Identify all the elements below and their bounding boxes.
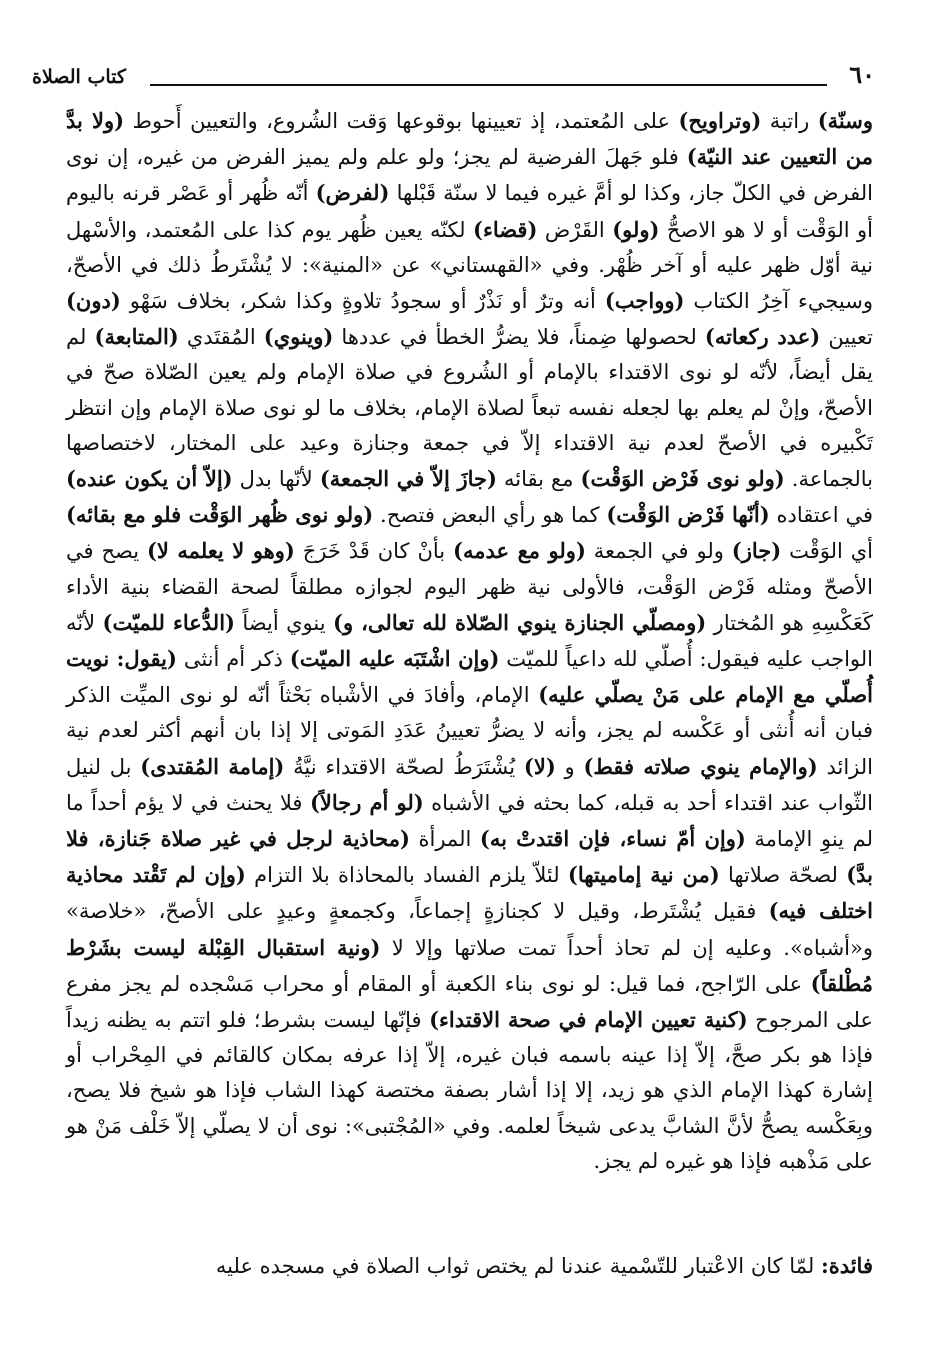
matn-phrase: (أنّها فَرْض الوَقْت) xyxy=(606,502,770,528)
header-rule xyxy=(150,84,827,86)
matn-phrase: (وإن لم تَقْتد محاذية اختلف فيه) xyxy=(66,862,873,924)
matn-phrase: (لا) xyxy=(523,753,556,779)
commentary-text: الإمام، وأفادَ في الأشْباه بَحْثاً أنّه لو نوى الميِّت الذكر فبان أنه أُنثى أو عَكْسه لم يجز، وأنه لا يضرُّ تعيينُ عَدَدِ المَوتى إلا إذا بان أنهم أكثر لعدم نية الزائد xyxy=(66,683,873,779)
matn-phrase: (وواجب) xyxy=(604,288,685,314)
main-text xyxy=(66,103,873,1179)
matn-phrase: (يقول: نويت أُصلّي مع الإمام على مَنْ يصلّي عليه) xyxy=(66,646,873,708)
commentary-text: كما هو رأي البعض فتصح. xyxy=(373,503,607,528)
commentary-text: ينوي أيضاً xyxy=(234,610,334,635)
commentary-text: المرأة xyxy=(409,827,480,852)
matn-phrase: (قضاء) xyxy=(473,216,538,242)
page-header xyxy=(32,60,875,94)
matn-phrase: (وينوي) xyxy=(263,324,334,350)
commentary-text: لم يقل أيضاً، لأنّه لو نوى الاقتداء بالإمام أو الشُروع في صلاة الإمام ولم يعين الصّلاة صحّ في الأصحّ، وإنْ لم يعلم بها لجعله نفسه تبعاً لصلاة الإمام، بخلاف ما لو نوى صلاة الإمام وإن انتظر تَكْبيره في الأصحّ لعدم نية الاقتداء إلاّ في جمعة وجنازة وعيد على المختار، لاختصاصها بالجماعة. xyxy=(66,325,873,492)
commentary-text: يُشْتَرَطُ لصحّة الاقتداء نيَّةُ xyxy=(284,754,524,779)
commentary-text: أنّه ظُهر أو عَصْر قرنه باليوم أو الوَقْت أو لا هو الاصحُّ xyxy=(66,181,874,242)
matn-phrase: (ولو نوى فَرْض الوَقْت) xyxy=(580,466,785,492)
commentary-text: بأنْ كان قَدْ خَرَجَ xyxy=(294,539,454,564)
commentary-text: لكنّه يعين ظُهر يوم كذا على المُعتمد، والأسْهل نية أوّل ظهر عليه أو آخر ظُهْر. وفي «القهستاني» عن «المنية»: لا يُشْتَرطُ ذلك في الأصحّ، وسيجيء آخِرُ الكتاب xyxy=(66,217,873,314)
matn-phrase: وسنّة) xyxy=(817,108,873,133)
commentary-text: مع بقائه xyxy=(496,467,581,492)
matn-phrase: (ولو) xyxy=(612,216,660,242)
commentary-text: يصح في الأصحّ ومثله فَرْض الوَقْت، فالأولى نية ظهر اليوم لجوازه مطلقاً لصحة القضاء بنية الأداء كَعَكْسِهِ هو المُختار xyxy=(66,539,873,635)
commentary-text: على المُعتمد، إذ تعيينها بوقوعها وَقت الشُروع، والتعيين أَحوط xyxy=(124,109,679,133)
matn-phrase: (عدد ركعاته) xyxy=(704,324,821,350)
matn-phrase: (وإن اشْتَبَه عليه الميّت) xyxy=(289,646,500,672)
commentary-text: فلا يحنث في لا يؤم أحداً ما لم ينوِ الإمامة xyxy=(66,790,873,852)
commentary-text: في اعتقاده xyxy=(769,503,873,528)
matn-phrase: (وهو لا يعلمه لا) xyxy=(146,538,295,564)
commentary-text: لحصولها ضِمناً، فلا يضرُّ الخطأ في عددها xyxy=(333,325,705,350)
commentary-text: المُقتَدي xyxy=(178,325,264,350)
commentary-text: القَرْض xyxy=(537,217,613,242)
matn-phrase: فائدة: xyxy=(820,1253,873,1278)
matn-phrase: (دون) xyxy=(66,288,121,314)
matn-phrase: (وتراويح) xyxy=(678,108,762,133)
matn-phrase: (إمامة المُقتدى) xyxy=(140,753,285,779)
matn-phrase: (إلاّ أن يكون عنده) xyxy=(66,466,233,492)
commentary-text: فقيل يُشْتَرط، وقيل لا كجنازةٍ إجماعاً، وكجمعةٍ وعيدٍ على الأصحّ، «خلاصة» و«أشباه». وعليه إن لم تحاذ أحداً تمت صلاتها وإلا لا xyxy=(66,899,873,960)
matn-phrase: (ولا بدَّ من التعيين عند النيّة) xyxy=(66,108,873,170)
matn-phrase: (ولو نوى ظُهر الوَقْت فلو مع بقائه) xyxy=(66,502,374,528)
matn-phrase: (والإمام ينوي صلاته فقط) xyxy=(583,753,818,779)
commentary-text: فلو جَهلَ الفرضية لم يجز؛ ولو علم ولم يميز الفرض من غيره، إن نوى الفرض في الكلّ جاز، وكذا لو أمَّ غيره فيما لا سنّة قَبْلها xyxy=(66,145,873,206)
commentary-text: بل لنيل الثّواب عند اقتداء أحد به قبله، كما بحثه في الأشباه xyxy=(66,754,873,815)
matn-phrase: (لو أم رجالاً) xyxy=(309,789,424,815)
matn-phrase: (محاذية لرجل في غير صلاة جَنازة، فلا بدَّ) xyxy=(66,826,873,888)
running-title: كتاب الصلاة xyxy=(32,66,126,88)
footnote xyxy=(66,1248,873,1284)
matn-phrase: (وإن أمّ نساء، فإن اقتدتْ به) xyxy=(479,826,746,852)
commentary-text: راتبة xyxy=(761,109,818,133)
commentary-text: لئلاّ يلزم الفساد بالمحاذاة بلا التزام xyxy=(245,863,568,888)
commentary-text: لمّا كان الاعْتبار للتّسْمية عندنا لم يختص ثواب الصلاة في مسجده عليه xyxy=(215,1254,821,1278)
matn-phrase: (ولو مع عدمه) xyxy=(453,538,586,564)
matn-phrase: (ونية استقبال القِبْلة ليست بشَرْط مُطْلقاً) xyxy=(66,934,873,996)
commentary-text: ذكر أم أنثى xyxy=(176,647,290,672)
commentary-text: لأنّها بدل xyxy=(232,467,320,492)
matn-phrase: (لفرض) xyxy=(315,180,390,206)
matn-phrase: (الدُّعاء للميّت) xyxy=(102,609,235,635)
matn-phrase: (كنية تعيين الإمام في صحة الاقتداء) xyxy=(429,1007,748,1033)
commentary-text: أي الوَقْت xyxy=(781,539,874,564)
matn-phrase: (من نية إماميتها) xyxy=(567,862,720,888)
commentary-text: لأنّه الواجب عليه فيقول: أُصلّي لله داعياً للميّت xyxy=(66,610,874,672)
commentary-text: ولو في الجمعة xyxy=(585,539,732,564)
page-number: ٦٠ xyxy=(849,60,875,89)
matn-phrase: (جازَ إلاّ في الجمعة) xyxy=(319,466,497,492)
commentary-text: و xyxy=(555,754,584,779)
commentary-text: تعيين xyxy=(820,325,873,350)
commentary-text: أنه وترٌ أو نَذْرٌ أو سجودُ تلاوةٍ وكذا شكر، بخلاف سَهْو xyxy=(120,289,605,314)
commentary-text: فإنّها ليست بشرط؛ فلو اتتم به يظنه زيداً فإذا هو بكر صحَّ، إلاّ إذا عينه باسمه فبان غيره، إلاّ إذا عرفه بمكان كالقائم في المِحْراب أو إشارة كهذا الإمام الذي هو زيد، إلا إذا أشار بصفة مختصة كهذا الشاب فإذا هو شيخ فلا يصح، وبِعَكْسه يصحُّ لأنَّ الشابَّ يدعى شيخاً لعلمه. وفي «المُجْتبى»: نوى أن لا يصلّي إلاّ خَلْف مَنْ هو على مَذْهبه فإذا هو غيره لم يجز. xyxy=(66,1008,873,1173)
matn-phrase: (ومصلّي الجنازة ينوي الصّلاة لله تعالى، و) xyxy=(333,609,707,635)
matn-phrase: (جاز) xyxy=(731,538,782,564)
matn-phrase: (المتابعة) xyxy=(94,324,179,350)
commentary-text: على الرّاجح، فما قيل: لو نوى بناء الكعبة أو المقام أو محراب مَسْجده لم يجز مفرع على المرجوح xyxy=(66,971,873,1033)
commentary-text: لصحّة صلاتها xyxy=(719,863,847,888)
